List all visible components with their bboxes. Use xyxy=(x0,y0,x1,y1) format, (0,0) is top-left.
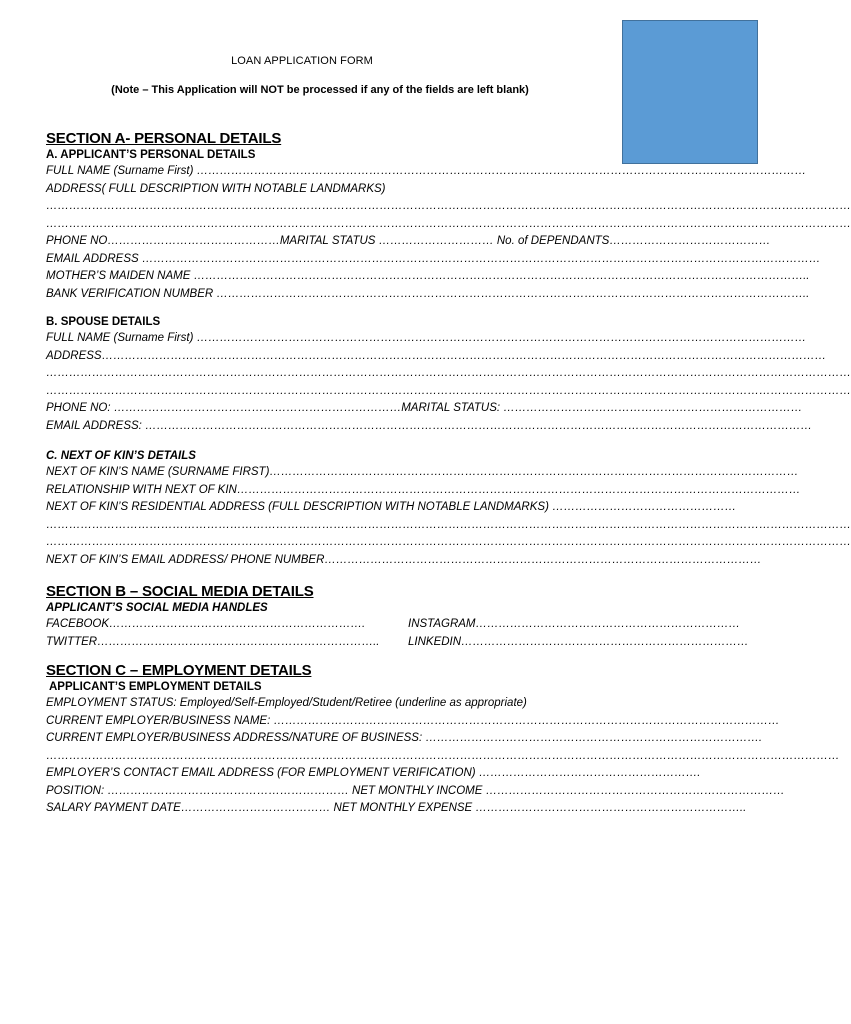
section-c-heading: SECTION C – EMPLOYMENT DETAILS xyxy=(46,662,312,679)
applicant-email-field[interactable]: EMAIL ADDRESS …………………………………………………………………………………………………………………………………………………………… xyxy=(46,252,821,265)
next-of-kin-address-field[interactable]: NEXT OF KIN’S RESIDENTIAL ADDRESS (FULL DESCRIPTION WITH NOTABLE LANDMARKS) ………………………………………… xyxy=(46,501,737,513)
applicant-address-field[interactable]: ………………………………………………………………………………………………………………………………………………………………………………………… xyxy=(46,217,851,230)
employer-email-field[interactable]: EMPLOYER’S CONTACT EMAIL ADDRESS (FOR EMPLOYMENT VERIFICATION) …………………………………………………. xyxy=(46,767,701,779)
spouse-email-field[interactable]: EMAIL ADDRESS: ………………………………………………………………………………………………………………………………………………………… xyxy=(46,419,813,432)
spouse-address-field[interactable]: ADDRESS……………………………………………………………………………………………………………………………………………………………………… xyxy=(46,349,827,362)
next-of-kin-details xyxy=(46,464,851,569)
section-b-heading: SECTION B – SOCIAL MEDIA DETAILS xyxy=(46,583,314,600)
section-a-heading: SECTION A- PERSONAL DETAILS xyxy=(46,130,282,147)
applicant-full-name-field[interactable]: FULL NAME (Surname First) …………………………………………………………………………………………………………………………………………… xyxy=(46,165,807,177)
mothers-maiden-name-field[interactable]: MOTHER’S MAIDEN NAME …………………………………………………………………………………………………………………………………………….. xyxy=(46,270,810,282)
applicant-details xyxy=(46,163,851,303)
applicant-address-label: ADDRESS( FULL DESCRIPTION WITH NOTABLE LANDMARKS) xyxy=(46,182,386,195)
form-body xyxy=(46,130,851,818)
spouse-full-name-field[interactable]: FULL NAME (Surname First) …………………………………………………………………………………………………………………………………………… xyxy=(46,332,807,344)
spouse-phone-marital-field[interactable]: PHONE NO: …………………………………………………………………MARITAL STATUS: …………………………………………………………………… xyxy=(46,402,803,414)
employment-details xyxy=(46,695,840,818)
next-of-kin-relationship-field[interactable]: RELATIONSHIP WITH NEXT OF KIN………………………………………………………………………………………………………………………………… xyxy=(46,483,801,496)
spouse-details-heading: B. SPOUSE DETAILS xyxy=(46,316,161,328)
bank-verification-number-field[interactable]: BANK VERIFICATION NUMBER ……………………………………………………………………………………………………………………………………….. xyxy=(46,287,810,300)
spouse-address-field[interactable]: ………………………………………………………………………………………………………………………………………………………………………………………… xyxy=(46,367,851,379)
position-income-field[interactable]: POSITION: ……………………………………………………… NET MONTHLY INCOME …………………………………………………………………… xyxy=(46,784,785,797)
employer-address-field[interactable]: ……………………………………………………………………………………………………………………………………………………………………………………… xyxy=(46,749,840,762)
facebook-field[interactable]: FACEBOOK…………………………………………………………. xyxy=(46,618,366,630)
applicant-phone-marital-dependants-field[interactable]: PHONE NO………………………………………MARITAL STATUS ………………………… No. of DEPENDANTS…………………………………… xyxy=(46,235,771,247)
spouse-address-field[interactable]: ………………………………………………………………………………………………………………………………………………………………………………………… xyxy=(46,384,851,397)
applicant-details-heading: A. APPLICANT’S PERSONAL DETAILS xyxy=(46,149,256,161)
spouse-details xyxy=(46,330,851,435)
form-note: (Note – This Application will NOT be processed if any of the fields are left blank) xyxy=(111,84,529,96)
form-title: LOAN APPLICATION FORM xyxy=(231,55,373,67)
employment-status-field[interactable]: EMPLOYMENT STATUS: Employed/Self-Employed/Student/Retiree (underline as appropriate) xyxy=(46,697,527,709)
twitter-field[interactable]: TWITTER……………………………………………………………….. xyxy=(46,635,380,648)
employment-heading: APPLICANT’S EMPLOYMENT DETAILS xyxy=(49,681,262,693)
next-of-kin-address-field[interactable]: ………………………………………………………………………………………………………………………………………………………………………………………… xyxy=(46,536,851,548)
social-media-fields xyxy=(46,616,749,651)
next-of-kin-heading: C. NEXT OF KIN’S DETAILS xyxy=(46,450,196,462)
next-of-kin-address-field[interactable]: ………………………………………………………………………………………………………………………………………………………………………………………… xyxy=(46,518,851,531)
social-media-heading: APPLICANT’S SOCIAL MEDIA HANDLES xyxy=(46,602,268,614)
applicant-address-field[interactable]: ………………………………………………………………………………………………………………………………………………………………………………………… xyxy=(46,200,851,212)
next-of-kin-name-field[interactable]: NEXT OF KIN’S NAME (SURNAME FIRST)………………………………………………………………………………………………………………………… xyxy=(46,466,799,478)
employer-name-field[interactable]: CURRENT EMPLOYER/BUSINESS NAME: …………………………………………………………………………………………………………………… xyxy=(46,714,780,727)
salary-date-expense-field[interactable]: SALARY PAYMENT DATE………………………………… NET MONTHLY EXPENSE …………………………………………………………….. xyxy=(46,802,747,814)
instagram-field[interactable]: INSTAGRAM…………………………………………………………… xyxy=(408,618,741,630)
linkedin-field[interactable]: LINKEDIN………………………………………………………………… xyxy=(408,635,749,648)
next-of-kin-contact-field[interactable]: NEXT OF KIN’S EMAIL ADDRESS/ PHONE NUMBER…………………………………………………………………………………………………… xyxy=(46,553,762,566)
employer-address-field[interactable]: CURRENT EMPLOYER/BUSINESS ADDRESS/NATURE OF BUSINESS: ……………………………………………………………………………. xyxy=(46,732,763,744)
